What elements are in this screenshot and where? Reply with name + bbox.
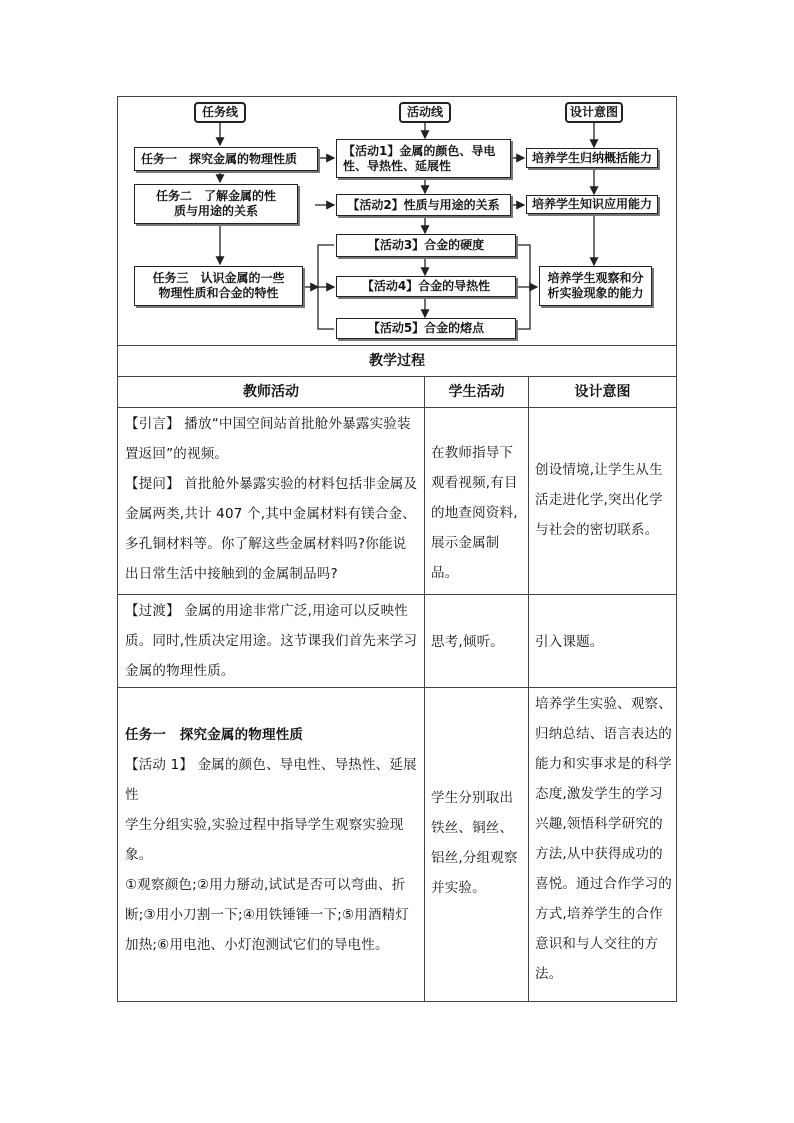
activity-1-box: 【活动1】金属的颜色、导电性、导热性、延展性 — [336, 139, 511, 178]
row-3-teacher-instruction: 学生分组实验,实验过程中指导学生观察实验现象。 — [125, 817, 404, 863]
row-3-teacher-steps: ①观察颜色;②用力掰动,试试是否可以弯曲、折断;③用小刀割一下;④用铁锤锤一下;⑤用酒精灯加热;⑥用电池、小灯泡测试它们的导电性。 — [125, 877, 410, 953]
row-1-student: 在教师指导下观看视频,有目的地查阅资料,展示金属制品。 — [431, 445, 518, 581]
intent-1-box: 培养学生归纳概括能力 — [526, 148, 658, 168]
row-3-teacher-activity: 【活动 1】 金属的颜色、导电性、导热性、延展性 — [125, 757, 417, 803]
flow-diagram — [118, 97, 676, 345]
activity-3-box: 【活动3】合金的硬度 — [336, 234, 516, 257]
header-task-line: 任务线 — [194, 102, 246, 123]
row-3-design: 培养学生实验、观察、归纳总结、语言表达的能力和实事求是的科学态度,激发学生的学习兴趣,领悟科学研究的方法,从中获得成功的喜悦。通过合作学习的方式,培养学生的合作意识和与人交往的方法。 — [535, 696, 672, 982]
activity-5-box: 【活动5】合金的熔点 — [336, 318, 516, 339]
row-2-student: 思考,倾听。 — [431, 634, 504, 650]
task-3-box: 任务三 认识金属的一些物理性质和合金的特性 — [134, 266, 303, 306]
row-3-student: 学生分别取出铁丝、铜丝、铝丝,分组观察并实验。 — [431, 790, 518, 896]
row-2-teacher-transition: 【过渡】 金属的用途非常广泛,用途可以反映性质。同时,性质决定用途。这节课我们首先来学习金属的物理性质。 — [125, 603, 418, 679]
row-1-teacher-intro: 【引言】 播放“中国空间站首批舱外暴露实验装置返回”的视频。 — [125, 416, 411, 462]
row-1-design: 创设情境,让学生从生活走进化学,突出化学与社会的密切联系。 — [535, 462, 663, 538]
activity-2-box: 【活动2】性质与用途的关系 — [336, 194, 511, 216]
task-1-box: 任务一 探究金属的物理性质 — [134, 147, 318, 171]
process-title: 教学过程 — [369, 353, 425, 369]
row-1-teacher — [118, 408, 424, 589]
row-2-teacher — [118, 596, 424, 686]
col-header-teacher: 教师活动 — [243, 384, 299, 400]
header-design-intent: 设计意图 — [565, 102, 623, 123]
intent-2-box: 培养学生知识应用能力 — [526, 195, 658, 214]
intent-3-box: 培养学生观察和分析实验现象的能力 — [539, 266, 652, 306]
row-3-teacher — [118, 720, 424, 960]
activity-4-box: 【活动4】合金的导热性 — [336, 276, 516, 297]
row-3-teacher-task-title: 任务一 探究金属的物理性质 — [125, 727, 304, 743]
col-header-design: 设计意图 — [574, 384, 631, 400]
header-activity-line: 活动线 — [399, 102, 451, 123]
row-1-teacher-question: 【提问】 首批舱外暴露实验的材料包括非金属及金属两类,共计 407 个,其中金属材料有镁合金、多孔铜材料等。你了解这些金属材料吗?你能说出日常生活中接触到的金属制品吗? — [125, 476, 418, 582]
col-header-student: 学生活动 — [448, 384, 505, 400]
row-2-design: 引入课题。 — [535, 634, 604, 650]
task-2-box: 任务二 了解金属的性质与用途的关系 — [134, 184, 298, 224]
